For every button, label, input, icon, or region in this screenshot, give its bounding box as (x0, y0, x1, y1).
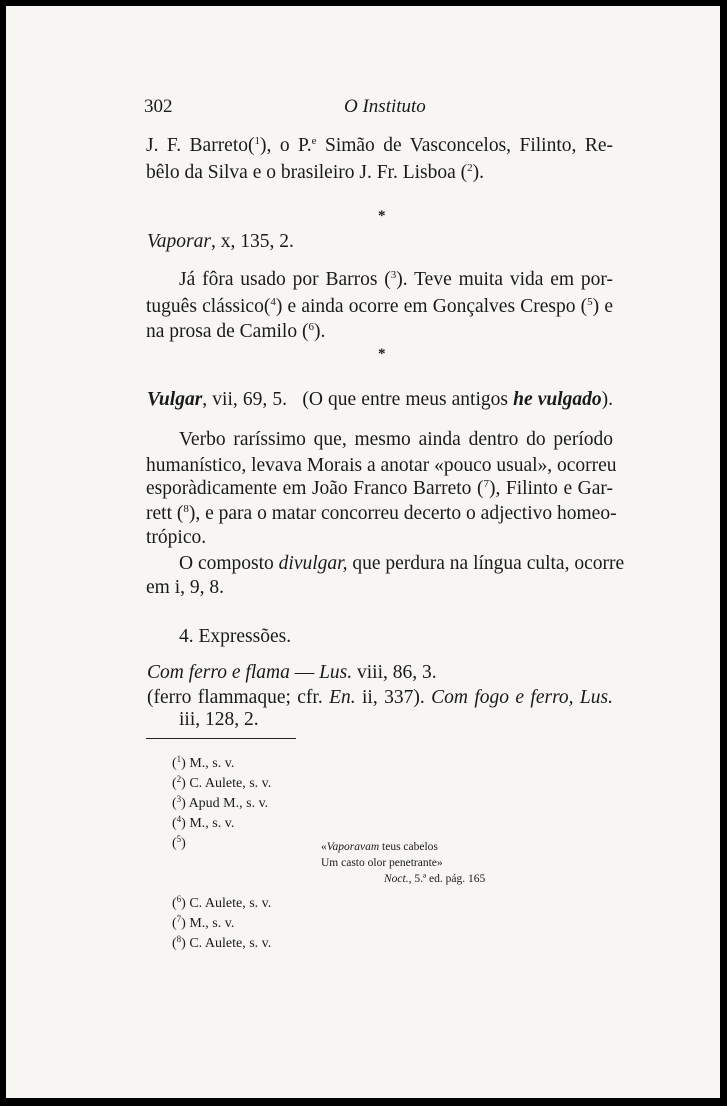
footnote-1: ($^1$) M., s. v. (172, 754, 235, 771)
paragraph-3-line-1: Verbo raríssimo que, mesmo ainda dentro do período (179, 429, 613, 450)
paragraph-2-line-1: Já fôra usado por Barros ($^3$). Teve muita vida em por- (179, 269, 613, 290)
paragraph-3-line-3: esporàdicamente em João Franco Barreto ($^7$), Filinto e Gar- (146, 478, 613, 499)
paragraph-1-line-2: bêlo da Silva e o brasileiro J. Fr. Lisboa ($^2$). (146, 162, 485, 183)
footnote-8: ($^8$) C. Aulete, s. v. (172, 934, 272, 951)
running-title: O Instituto (344, 96, 426, 117)
page-number: 302 (144, 96, 173, 117)
paragraph-1-line-1: J. F. Barreto($^1$), o P.$^e$ Simão de Vasconcelos, Filinto, Re- (146, 135, 614, 156)
footnote-6: ($^6$) C. Aulete, s. v. (172, 894, 272, 911)
footnote-5-quote-line-1: «Vaporavam teus cabelos (321, 841, 438, 853)
expression-line-1: Com ferro e flama — Lus. viii, 86, 3. (147, 662, 437, 683)
separator-asterisk: * (378, 346, 386, 362)
footnote-5: ($^5$) (172, 834, 186, 851)
entry-vaporar: Vaporar, x, 135, 2. (147, 231, 294, 252)
footnote-5-quote-source: Noct., 5.ª ed. pág. 165 (384, 873, 486, 885)
paragraph-4-line-1: O composto divulgar, que perdura na língua culta, ocorre (179, 553, 625, 574)
paragraph-3-line-5: trópico. (146, 527, 207, 548)
footnote-3: ($^3$) Apud M., s. v. (172, 794, 269, 811)
footnote-4: ($^4$) M., s. v. (172, 814, 235, 831)
paragraph-3-line-4: rett ($^8$), e para o matar concorreu decerto o adjectivo homeo- (146, 503, 617, 524)
paragraph-2-line-2: tuguês clássico($^4$) e ainda ocorre em Gonçalves Crespo ($^5$) e (146, 296, 614, 317)
section-heading: 4. Expressões. (179, 626, 292, 647)
paragraph-4-line-2: em i, 9, 8. (146, 577, 224, 598)
footnote-rule (146, 738, 296, 739)
entry-vulgar: Vulgar, vii, 69, 5. (O que entre meus antigos he vulgado). (147, 389, 613, 410)
footnote-5-quote-line-2: Um casto olor penetrante» (321, 857, 443, 869)
separator-asterisk: * (378, 208, 386, 224)
expression-line-3: iii, 128, 2. (179, 709, 259, 730)
footnote-2: ($^2$) C. Aulete, s. v. (172, 774, 272, 791)
footnote-7: ($^7$) M., s. v. (172, 914, 235, 931)
paragraph-2-line-3: na prosa de Camilo ($^6$). (146, 321, 326, 342)
page (6, 6, 720, 1098)
expression-line-2: (ferro flammaque; cfr. En. ii, 337). Com fogo e ferro, Lus. (147, 687, 613, 708)
paragraph-3-line-2: humanístico, levava Morais a anotar «pouco usual», ocorreu (146, 455, 617, 476)
